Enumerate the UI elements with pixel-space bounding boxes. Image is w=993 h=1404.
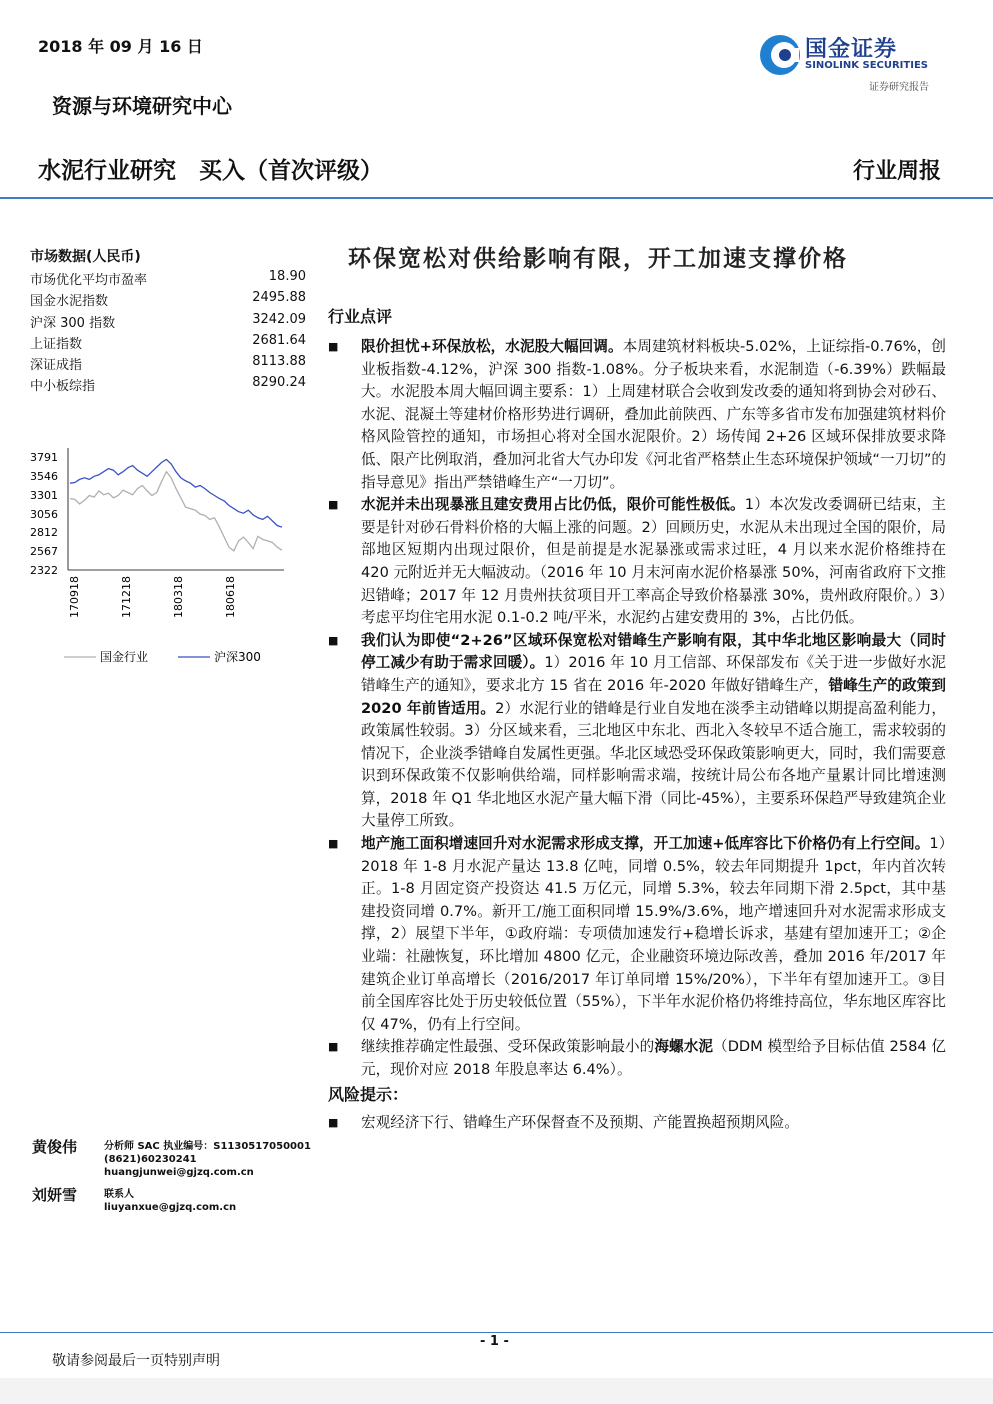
- header-divider: [0, 197, 993, 199]
- bullet-paragraph: ■ 水泥并未出现暴涨且建安费用占比仍低，限价可能性极低。1）本次发改委调研已结束，主要是针对砂石骨料价格的大幅上涨的问题。2）回顾历史，水泥从未出现过全国的限价，局部地区短期内出现过限价，但是前提是水泥暴涨或需求过旺，4 月以来水泥价格维持在 420 元附近并无大幅波动。（2016 年 10 月末河南水泥价格暴涨 50%，河南省政府下文推迟错峰；2017 年 12 月贵州扶贫项目开工率高企导致价格暴涨 30%，贵州政府限价。）3）考虑平均住宅用水泥 0.1-0.2 吨/平米，水泥约占建安费用的 3%，占比仍低。: [328, 496, 946, 627]
- y-tick-label: 3301: [30, 489, 58, 502]
- section-heading: 行业点评: [328, 307, 393, 326]
- bullet-paragraph: ■ 继续推荐确定性最强、受环保政策影响最小的海螺水泥（DDM 模型给予目标估值 2584 亿元，现价对应 2018 年股息率达 6.4%）。: [328, 1038, 946, 1078]
- y-tick-label: 3791: [30, 451, 58, 464]
- footer-divider: [0, 1332, 993, 1333]
- author-info: 分析师 SAC 执业编号：S1130517050001 (8621)60230241 huangjunwei@gjzq.com.cn: [104, 1141, 311, 1178]
- market-data-row: 中小板综指 8290.24: [30, 375, 306, 394]
- risk-heading: 风险提示：: [328, 1084, 409, 1104]
- y-tick-label: 3056: [30, 508, 58, 521]
- y-tick-label: 2567: [30, 545, 58, 558]
- bullet-paragraph: ■ 宏观经济下行、错峰生产环保督查不及预期、产能置换超预期风险。: [328, 1112, 946, 1135]
- report-type: 行业周报: [852, 159, 941, 184]
- research-center: 资源与环境研究中心: [52, 94, 232, 118]
- y-tick-label: 2322: [30, 564, 58, 577]
- x-tick-label: 180318: [172, 576, 185, 618]
- legend-entry: 国金行业: [100, 650, 149, 664]
- article-title: 环保宽松对供给影响有限，开工加速支撑价格: [348, 245, 848, 272]
- logo-name-en: SINOLINK SECURITIES: [805, 60, 928, 71]
- x-tick-label: 180618: [224, 576, 237, 618]
- author-name: 黄俊伟: [32, 1138, 78, 1156]
- market-data-row: 市场优化平均市盈率 18.90: [30, 269, 306, 288]
- logo-name-cn: 国金证券: [805, 37, 898, 62]
- market-data-row: 国金水泥指数 2495.88: [30, 290, 306, 309]
- bullet-icon: ■: [328, 340, 339, 353]
- bullet-icon: ■: [328, 633, 339, 647]
- bullet-paragraph: ■ 地产施工面积增速回升对水泥需求形成支撑，开工加速+低库容比下价格仍有上行空间。1）2018 年 1-8 月水泥产量达 13.8 亿吨，同增 0.5%，较去年同期提升 1pct，年内首次转正。1-8 月固定资产投资达 41.5 万亿元，同增 5.3%，较去年同期下滑 2.5pct，其中基建投资同增 0.7%。新开工/施工面积同增 15.9%/3.6%，地产增速回升对水泥需求形成支撑，2）展望下半年，①政府端：专项债加速发行+稳增长诉求，基建有望加速开工；②企业端：社融恢复，环比增加 4800 亿元，企业融资环境边际改善，叠加 2016 年/2017 年建筑企业订单高增长（2016/2017 年订单同增 15%/20%），下半年有望加速开工。③目前全国库容比处于历史较低位置（55%），下半年水泥价格仍将维持高位，华东地区库容比仅 47%，仍有上行空间。: [328, 835, 946, 1033]
- y-tick-label: 2812: [30, 526, 58, 539]
- disclaimer: 敬请参阅最后一页特别声明: [52, 1353, 220, 1369]
- report-date: 2018 年 09 月 16 日: [38, 37, 203, 56]
- market-data-title: 市场数据(人民币): [30, 249, 141, 265]
- market-data-row: 深证成指 8113.88: [30, 354, 306, 373]
- legend-entry: 沪深300: [214, 650, 261, 664]
- bullet-icon: ■: [328, 837, 339, 851]
- author-info: 联系人 liuyanxue@gjzq.com.cn: [104, 1189, 237, 1213]
- bullet-paragraph: ■ 我们认为即使“2+26”区域环保宽松对错峰生产影响有限，其中华北地区影响最大（同时停工减少有助于需求回暖）。1）2016 年 10 月工信部、环保部发布《关于进一步做好水泥错峰生产的通知》，要求北方 15 省在 2016 年-2020 年做好错峰生产，错峰生产的政策到 2020 年前皆适用。2）水泥行业的错峰是行业自发地在淡季主动错峰以期提高盈利能力，政策属性较弱。3）分区域来看，三北地区中东北、西北入冬较早不适合施工，需求较弱的情况下，企业淡季错峰自发属性更强。华北区域恐受环保政策影响更大，同时，我们需要意识到环保政策不仅影响供给端，同样影响需求端，按统计局公布各地产量累计同比增速测算，2018 年 Q1 华北地区水泥产量大幅下滑（同比-45%），主要系环保趋严导致建筑企业大量停工所致。: [328, 631, 946, 830]
- x-tick-label: 171218: [120, 576, 133, 618]
- author-name: 刘妍雪: [32, 1186, 78, 1204]
- industry-rating: 水泥行业研究 买入（首次评级）: [38, 158, 383, 184]
- index-trend-chart: [22, 440, 322, 680]
- footer-band: [0, 1378, 993, 1404]
- market-data-row: 沪深 300 指数 3242.09: [30, 312, 306, 331]
- market-data-row: 上证指数 2681.64: [30, 333, 306, 352]
- y-tick-label: 3546: [30, 470, 58, 483]
- page-number: - 1 -: [480, 1334, 509, 1349]
- bullet-icon: ■: [328, 498, 339, 512]
- logo-subtitle: 证券研究报告: [869, 82, 929, 93]
- bullet-icon: ■: [328, 1040, 339, 1054]
- logo-mark-icon: [757, 32, 803, 78]
- article-body: [328, 336, 946, 1135]
- x-tick-label: 170918: [68, 576, 81, 618]
- author-block: [32, 1136, 322, 1226]
- bullet-paragraph: ■ 限价担忧+环保放松，水泥股大幅回调。本周建筑材料板块-5.02%，上证综指-0.76%，创业板指数-4.12%，沪深 300 指数-1.08%。分子板块来看，水泥制造（-6.39%）跌幅最大。水泥股本周大幅回调主要系：1）上周建材联合会收到发改委的通知将到协会对砂石、水泥、混凝土等建材价格形势进行调研，叠加此前陕西、广东等多省市发布加强建筑材料价格风险管控的通知，市场担心将对全国水泥限价。2）场传闻 2+26 区域环保排放要求降低、限产比例取消，叠加河北省大气办印发《河北省严格禁止生态环境保护领域“一刀切”的指导意见》指出严禁错峰生产“一刀切”。: [328, 338, 946, 491]
- company-logo: [757, 30, 947, 93]
- bullet-icon: ■: [328, 1116, 339, 1130]
